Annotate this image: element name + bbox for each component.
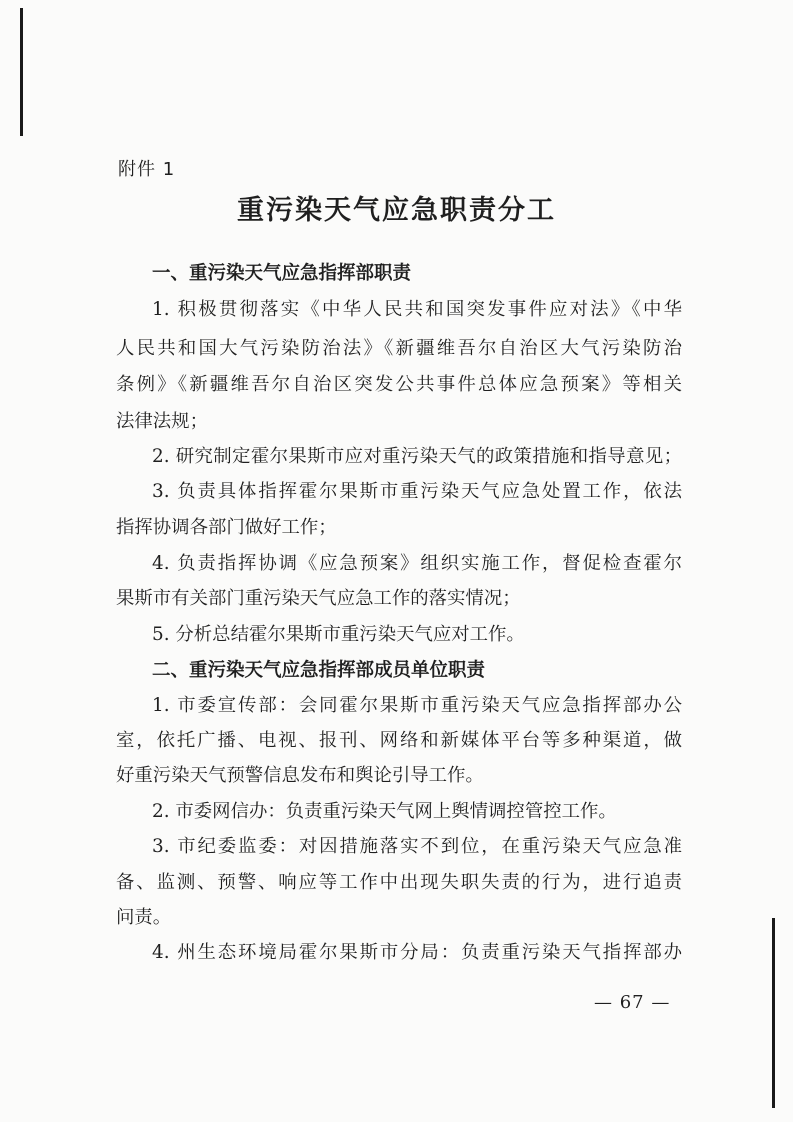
paragraph-line: 4. 州生态环境局霍尔果斯市分局：负责重污染天气指挥部办: [152, 942, 682, 963]
paragraph-line: 好重污染天气预警信息发布和舆论引导工作。: [116, 765, 484, 786]
paragraph-line: 条例》《新疆维吾尔自治区突发公共事件总体应急预案》等相关: [116, 374, 682, 395]
page-title: 重污染天气应急职责分工: [237, 195, 556, 226]
paragraph-line: 问责。: [116, 907, 172, 928]
scan-margin-bar-right: [772, 918, 775, 1108]
paragraph-line: 3. 市纪委监委：对因措施落实不到位，在重污染天气应急准: [152, 836, 682, 857]
paragraph-line: 2. 研究制定霍尔果斯市应对重污染天气的政策措施和指导意见；: [152, 446, 682, 467]
paragraph-line: 备、监测、预警、响应等工作中出现失职失责的行为，进行追责: [116, 872, 682, 893]
paragraph-line: 3. 负责具体指挥霍尔果斯市重污染天气应急处置工作，依法: [152, 481, 682, 502]
paragraph-line: 1. 积极贯彻落实《中华人民共和国突发事件应对法》《中华: [152, 299, 682, 320]
paragraph-line: 5. 分析总结霍尔果斯市重污染天气应对工作。: [152, 624, 525, 645]
paragraph-line: 1. 市委宣传部：会同霍尔果斯市重污染天气应急指挥部办公: [152, 695, 682, 716]
paragraph-line: 人民共和国大气污染防治法》《新疆维吾尔自治区大气污染防治: [116, 338, 682, 359]
attachment-label: 附件 1: [118, 159, 176, 180]
paragraph-line: 法律法规；: [116, 411, 208, 432]
paragraph-line: 4. 负责指挥协调《应急预案》组织实施工作，督促检查霍尔: [152, 553, 682, 574]
scan-margin-bar-left: [20, 8, 23, 136]
paragraph-line: 2. 市委网信办：负责重污染天气网上舆情调控管控工作。: [152, 801, 617, 822]
paragraph-line: 果斯市有关部门重污染天气应急工作的落实情况；: [116, 588, 521, 609]
paragraph-line: 室，依托广播、电视、报刊、网络和新媒体平台等多种渠道，做: [116, 730, 682, 751]
page-number: — 67 —: [594, 992, 671, 1013]
paragraph-line: 指挥协调各部门做好工作；: [116, 517, 337, 538]
section-heading-1: 一、重污染天气应急指挥部职责: [152, 263, 412, 284]
section-heading-2: 二、重污染天气应急指挥部成员单位职责: [152, 660, 486, 681]
